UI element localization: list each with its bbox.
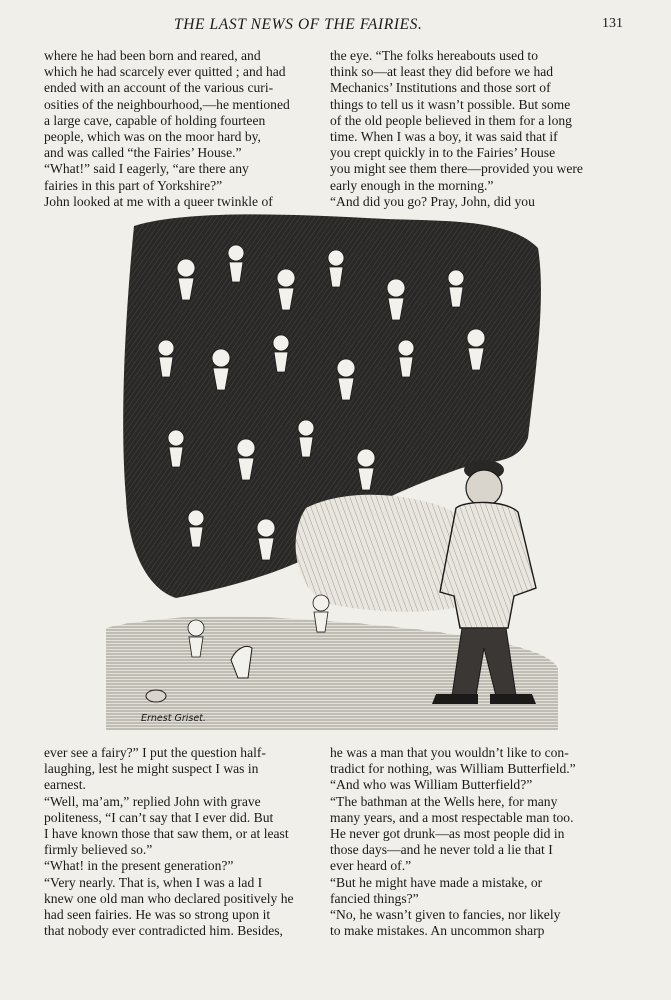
text-line: politeness, “I can’t say that I ever did. But xyxy=(44,809,274,825)
right-column-bottom xyxy=(330,745,608,939)
text-line: those days—and he never told a lie that I xyxy=(330,842,553,858)
left-column-bottom xyxy=(44,745,322,939)
page-number: 131 xyxy=(602,16,623,31)
text-line: laughing, lest he might suspect I was in xyxy=(44,761,259,777)
text-line: ever see a fairy?” I put the question half- xyxy=(44,745,266,760)
left-column-top xyxy=(44,48,322,210)
running-title: THE LAST NEWS OF THE FAIRIES. xyxy=(174,16,423,33)
text-line: think so—at least they did before we had xyxy=(330,64,554,80)
text-line: you crept quickly in to the Fairies’ House xyxy=(330,145,556,161)
text-line: “What! in the present generation?” xyxy=(44,858,234,874)
artist-signature: Ernest Griset. xyxy=(141,713,206,724)
right-column-top xyxy=(330,48,608,210)
text-line: osities of the neighbourhood,—he mentioned xyxy=(44,96,290,112)
text-line: fairies in this part of Yorkshire?” xyxy=(44,177,223,193)
text-line: a large cave, capable of holding fourteen xyxy=(44,112,266,128)
text-line: I have known those that saw them, or at least xyxy=(44,826,289,842)
text-line: time. When I was a boy, it was said that if xyxy=(330,129,558,145)
text-line: had seen fairies. He was so strong upon it xyxy=(44,907,271,923)
text-line: Mechanics’ Institutions and those sort of xyxy=(330,80,551,96)
text-line: ever heard of.” xyxy=(330,858,412,874)
text-line: of the old people believed in them for a long xyxy=(330,112,572,128)
fairies-cave-engraving xyxy=(106,208,558,730)
text-line: “Well, ma’am,” replied John with grave xyxy=(44,793,261,809)
text-line: “No, he wasn’t given to fancies, nor likely xyxy=(330,907,561,923)
text-line: “And who was William Butterfield?” xyxy=(330,777,533,793)
text-line: fancied things?” xyxy=(330,890,419,906)
text-line: earnest. xyxy=(44,777,86,793)
engraving-drawing xyxy=(106,208,558,730)
text-line: that nobody ever contradicted him. Besides, xyxy=(44,923,283,939)
text-line: people, which was on the moor hard by, xyxy=(44,129,261,145)
text-line: “And did you go? Pray, John, did you xyxy=(330,193,535,209)
text-line: he was a man that you wouldn’t like to con- xyxy=(330,745,569,760)
text-line: firmly believed so.” xyxy=(44,842,153,858)
text-line: things to tell us it wasn’t possible. But some xyxy=(330,96,571,112)
text-line: to make mistakes. An uncommon sharp xyxy=(330,923,545,939)
text-line: He never got drunk—as most people did in xyxy=(330,826,565,842)
text-line: where he had been born and reared, and xyxy=(44,48,261,63)
text-line: ended with an account of the various curi- xyxy=(44,80,274,96)
text-line: the eye. “The folks hereabouts used to xyxy=(330,48,538,63)
text-line: “But he might have made a mistake, or xyxy=(330,874,543,890)
text-line: “Very nearly. That is, when I was a lad I xyxy=(44,874,263,890)
text-line: and was called “the Fairies’ House.” xyxy=(44,145,242,161)
page-header xyxy=(0,16,671,36)
text-line: tradict for nothing, was William Butterfield.” xyxy=(330,761,576,777)
text-line: John looked at me with a queer twinkle of xyxy=(44,193,273,209)
text-line: you might see them there—provided you were xyxy=(330,161,583,177)
text-line: early enough in the morning.” xyxy=(330,177,494,193)
text-line: many years, and a most respectable man too. xyxy=(330,809,574,825)
text-line: which he had scarcely ever quitted ; and had xyxy=(44,64,286,80)
text-line: “The bathman at the Wells here, for many xyxy=(330,793,558,809)
text-line: knew one old man who declared positively he xyxy=(44,890,294,906)
text-line: “What!” said I eagerly, “are there any xyxy=(44,161,249,177)
